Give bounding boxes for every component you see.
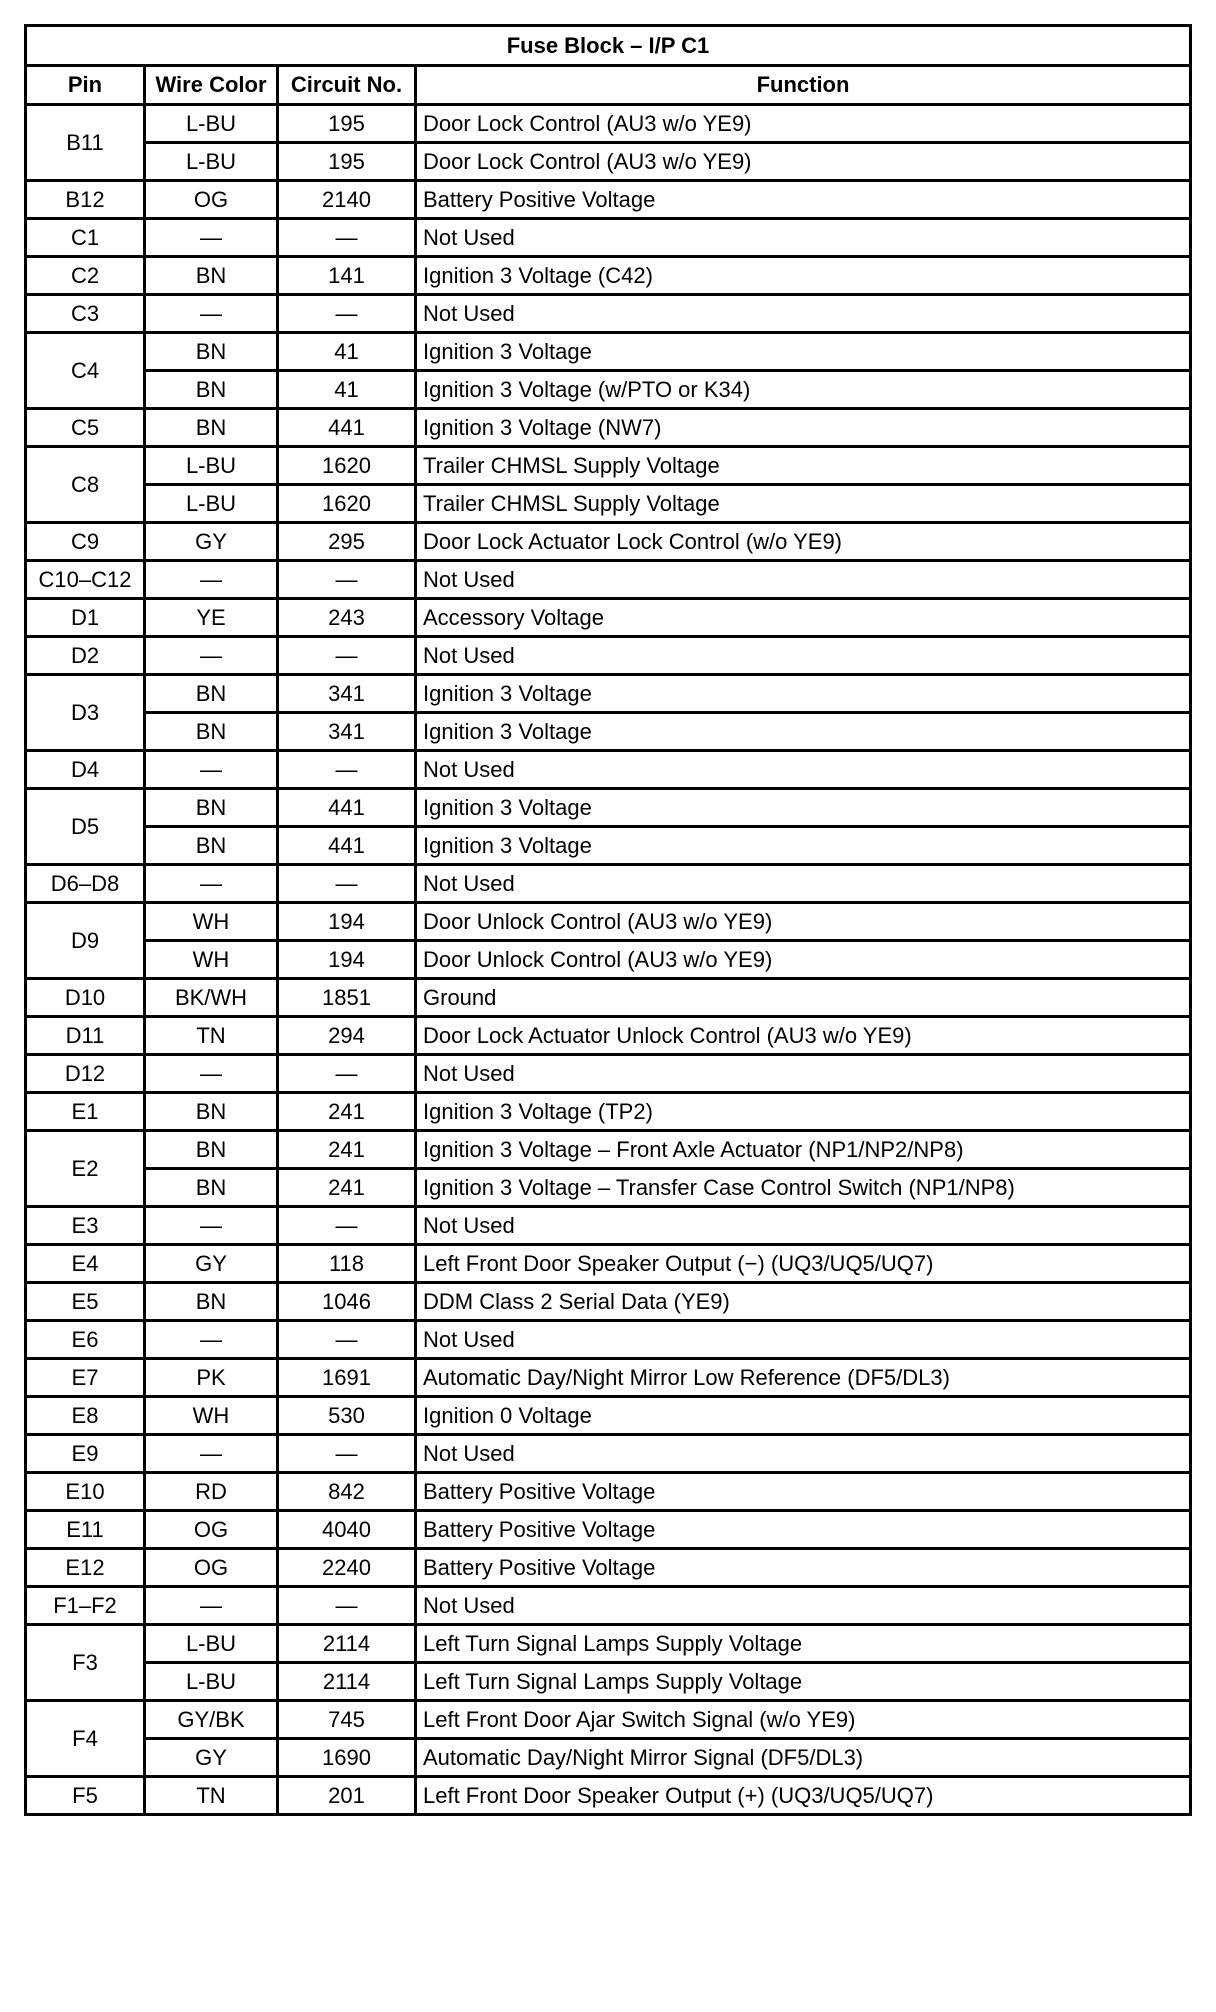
circuit-number-cell: 41 — [278, 371, 416, 409]
function-cell: Left Turn Signal Lamps Supply Voltage — [416, 1663, 1191, 1701]
circuit-number-cell: 141 — [278, 257, 416, 295]
table-row — [26, 1093, 1191, 1131]
table-row — [26, 789, 1191, 827]
table-row — [26, 637, 1191, 675]
wire-color-cell: BN — [145, 1169, 278, 1207]
pin-cell: F3 — [26, 1625, 145, 1701]
pin-cell: E1 — [26, 1093, 145, 1131]
wire-color-cell: BN — [145, 675, 278, 713]
pin-cell: D5 — [26, 789, 145, 865]
pin-cell: C10–C12 — [26, 561, 145, 599]
wire-color-cell: — — [145, 1055, 278, 1093]
circuit-number-cell: — — [278, 295, 416, 333]
pin-cell: E12 — [26, 1549, 145, 1587]
circuit-number-cell: — — [278, 751, 416, 789]
wire-color-cell: BN — [145, 1283, 278, 1321]
wire-color-cell: — — [145, 1207, 278, 1245]
function-cell: Ignition 3 Voltage (TP2) — [416, 1093, 1191, 1131]
wire-color-cell: — — [145, 561, 278, 599]
wire-color-cell: BN — [145, 713, 278, 751]
pin-cell: C1 — [26, 219, 145, 257]
function-cell: Ignition 3 Voltage (NW7) — [416, 409, 1191, 447]
circuit-number-cell: 2240 — [278, 1549, 416, 1587]
function-cell: Ignition 3 Voltage — [416, 713, 1191, 751]
function-cell: Not Used — [416, 1435, 1191, 1473]
pinout-table — [24, 24, 1192, 1816]
function-cell: Not Used — [416, 219, 1191, 257]
wire-color-cell: — — [145, 637, 278, 675]
pin-cell: C9 — [26, 523, 145, 561]
table-row — [26, 1207, 1191, 1245]
circuit-number-cell: — — [278, 1055, 416, 1093]
table-row — [26, 1245, 1191, 1283]
table-row — [26, 1663, 1191, 1701]
function-cell: Ignition 3 Voltage – Transfer Case Control Switch (NP1/NP8) — [416, 1169, 1191, 1207]
circuit-number-cell: 194 — [278, 903, 416, 941]
pin-cell: F4 — [26, 1701, 145, 1777]
wire-color-cell: L-BU — [145, 447, 278, 485]
table-row — [26, 1397, 1191, 1435]
table-row — [26, 523, 1191, 561]
pin-cell: C3 — [26, 295, 145, 333]
function-cell: Not Used — [416, 751, 1191, 789]
function-cell: Not Used — [416, 1207, 1191, 1245]
circuit-number-cell: 441 — [278, 789, 416, 827]
wire-color-cell: L-BU — [145, 1663, 278, 1701]
table-row — [26, 1739, 1191, 1777]
circuit-number-cell: 842 — [278, 1473, 416, 1511]
table-row — [26, 1169, 1191, 1207]
circuit-number-cell: 201 — [278, 1777, 416, 1815]
table-row — [26, 371, 1191, 409]
pin-cell: B12 — [26, 181, 145, 219]
wire-color-cell: BN — [145, 827, 278, 865]
function-cell: Door Lock Actuator Unlock Control (AU3 w/o YE9) — [416, 1017, 1191, 1055]
circuit-number-cell: — — [278, 1321, 416, 1359]
table-row — [26, 333, 1191, 371]
function-cell: Automatic Day/Night Mirror Low Reference (DF5/DL3) — [416, 1359, 1191, 1397]
table-title: Fuse Block – I/P C1 — [26, 26, 1191, 66]
circuit-number-cell: 241 — [278, 1131, 416, 1169]
table-row — [26, 1131, 1191, 1169]
pin-cell: B11 — [26, 105, 145, 181]
table-row — [26, 751, 1191, 789]
wire-color-cell: — — [145, 219, 278, 257]
pin-cell: E10 — [26, 1473, 145, 1511]
circuit-number-cell: 241 — [278, 1093, 416, 1131]
table-row — [26, 1777, 1191, 1815]
table-row — [26, 1017, 1191, 1055]
function-cell: Not Used — [416, 637, 1191, 675]
function-cell: Trailer CHMSL Supply Voltage — [416, 485, 1191, 523]
function-cell: Battery Positive Voltage — [416, 1511, 1191, 1549]
table-row — [26, 409, 1191, 447]
table-row — [26, 447, 1191, 485]
circuit-number-cell: 195 — [278, 105, 416, 143]
circuit-number-cell: 243 — [278, 599, 416, 637]
wire-color-cell: BN — [145, 789, 278, 827]
pin-cell: D12 — [26, 1055, 145, 1093]
circuit-number-cell: 441 — [278, 409, 416, 447]
pin-cell: D9 — [26, 903, 145, 979]
wire-color-cell: — — [145, 1587, 278, 1625]
pin-cell: F1–F2 — [26, 1587, 145, 1625]
function-cell: Not Used — [416, 1587, 1191, 1625]
circuit-number-cell: — — [278, 561, 416, 599]
function-cell: Left Front Door Speaker Output (+) (UQ3/UQ5/UQ7) — [416, 1777, 1191, 1815]
function-cell: Door Lock Control (AU3 w/o YE9) — [416, 105, 1191, 143]
table-row — [26, 105, 1191, 143]
circuit-number-cell: — — [278, 1207, 416, 1245]
wire-color-cell: BN — [145, 1131, 278, 1169]
function-cell: Accessory Voltage — [416, 599, 1191, 637]
pin-cell: E6 — [26, 1321, 145, 1359]
wire-color-cell: GY — [145, 1245, 278, 1283]
circuit-number-cell: 1046 — [278, 1283, 416, 1321]
pin-cell: D4 — [26, 751, 145, 789]
pin-cell: E8 — [26, 1397, 145, 1435]
table-row — [26, 1511, 1191, 1549]
table-row — [26, 257, 1191, 295]
wire-color-cell: L-BU — [145, 485, 278, 523]
function-cell: Ignition 3 Voltage (C42) — [416, 257, 1191, 295]
table-row — [26, 219, 1191, 257]
table-header — [26, 26, 1191, 105]
pin-cell: E5 — [26, 1283, 145, 1321]
circuit-number-cell: 294 — [278, 1017, 416, 1055]
table-row — [26, 675, 1191, 713]
pin-cell: E7 — [26, 1359, 145, 1397]
table-row — [26, 903, 1191, 941]
circuit-number-cell: 2114 — [278, 1663, 416, 1701]
circuit-number-cell: — — [278, 637, 416, 675]
table-body — [26, 105, 1191, 1815]
wire-color-cell: WH — [145, 941, 278, 979]
table-row — [26, 1625, 1191, 1663]
pin-cell: E2 — [26, 1131, 145, 1207]
function-cell: Automatic Day/Night Mirror Signal (DF5/DL3) — [416, 1739, 1191, 1777]
table-row — [26, 1055, 1191, 1093]
circuit-number-cell: 1851 — [278, 979, 416, 1017]
circuit-number-cell: 194 — [278, 941, 416, 979]
wire-color-cell: GY/BK — [145, 1701, 278, 1739]
table-row — [26, 561, 1191, 599]
wire-color-cell: — — [145, 1435, 278, 1473]
table-row — [26, 143, 1191, 181]
table-row — [26, 713, 1191, 751]
wire-color-cell: BK/WH — [145, 979, 278, 1017]
column-header-circuit-no: Circuit No. — [278, 66, 416, 105]
pin-cell: C2 — [26, 257, 145, 295]
pin-cell: C4 — [26, 333, 145, 409]
table-row — [26, 865, 1191, 903]
circuit-number-cell: 341 — [278, 675, 416, 713]
wire-color-cell: BN — [145, 1093, 278, 1131]
wire-color-cell: RD — [145, 1473, 278, 1511]
function-cell: Battery Positive Voltage — [416, 1549, 1191, 1587]
wire-color-cell: TN — [145, 1017, 278, 1055]
column-header-function: Function — [416, 66, 1191, 105]
function-cell: Ignition 3 Voltage — [416, 789, 1191, 827]
function-cell: Not Used — [416, 1321, 1191, 1359]
function-cell: DDM Class 2 Serial Data (YE9) — [416, 1283, 1191, 1321]
function-cell: Left Turn Signal Lamps Supply Voltage — [416, 1625, 1191, 1663]
wire-color-cell: YE — [145, 599, 278, 637]
wire-color-cell: OG — [145, 1549, 278, 1587]
wire-color-cell: TN — [145, 1777, 278, 1815]
function-cell: Door Lock Actuator Lock Control (w/o YE9) — [416, 523, 1191, 561]
function-cell: Not Used — [416, 561, 1191, 599]
column-header-pin: Pin — [26, 66, 145, 105]
circuit-number-cell: — — [278, 1435, 416, 1473]
pin-cell: E4 — [26, 1245, 145, 1283]
table-row — [26, 1359, 1191, 1397]
table-row — [26, 1321, 1191, 1359]
column-header-wire-color: Wire Color — [145, 66, 278, 105]
function-cell: Not Used — [416, 865, 1191, 903]
circuit-number-cell: 1620 — [278, 485, 416, 523]
wire-color-cell: — — [145, 865, 278, 903]
wire-color-cell: GY — [145, 523, 278, 561]
circuit-number-cell: — — [278, 865, 416, 903]
function-cell: Left Front Door Speaker Output (−) (UQ3/UQ5/UQ7) — [416, 1245, 1191, 1283]
wire-color-cell: WH — [145, 903, 278, 941]
table-row — [26, 1473, 1191, 1511]
function-cell: Left Front Door Ajar Switch Signal (w/o YE9) — [416, 1701, 1191, 1739]
table-row — [26, 1587, 1191, 1625]
wire-color-cell: OG — [145, 181, 278, 219]
pin-cell: E3 — [26, 1207, 145, 1245]
circuit-number-cell: 2114 — [278, 1625, 416, 1663]
function-cell: Trailer CHMSL Supply Voltage — [416, 447, 1191, 485]
circuit-number-cell: 195 — [278, 143, 416, 181]
function-cell: Ignition 3 Voltage — [416, 675, 1191, 713]
wire-color-cell: OG — [145, 1511, 278, 1549]
function-cell: Door Unlock Control (AU3 w/o YE9) — [416, 903, 1191, 941]
pin-cell: D2 — [26, 637, 145, 675]
wire-color-cell: WH — [145, 1397, 278, 1435]
circuit-number-cell: 2140 — [278, 181, 416, 219]
table-row — [26, 1549, 1191, 1587]
function-cell: Not Used — [416, 295, 1191, 333]
pin-cell: D10 — [26, 979, 145, 1017]
wire-color-cell: L-BU — [145, 1625, 278, 1663]
pin-cell: D1 — [26, 599, 145, 637]
table-row — [26, 181, 1191, 219]
wire-color-cell: BN — [145, 257, 278, 295]
function-cell: Door Unlock Control (AU3 w/o YE9) — [416, 941, 1191, 979]
pin-cell: D3 — [26, 675, 145, 751]
table-row — [26, 485, 1191, 523]
wire-color-cell: — — [145, 1321, 278, 1359]
function-cell: Ignition 3 Voltage – Front Axle Actuator (NP1/NP2/NP8) — [416, 1131, 1191, 1169]
table-row — [26, 979, 1191, 1017]
function-cell: Battery Positive Voltage — [416, 181, 1191, 219]
circuit-number-cell: 341 — [278, 713, 416, 751]
circuit-number-cell: 4040 — [278, 1511, 416, 1549]
function-cell: Not Used — [416, 1055, 1191, 1093]
circuit-number-cell: 295 — [278, 523, 416, 561]
wire-color-cell: BN — [145, 371, 278, 409]
circuit-number-cell: 1691 — [278, 1359, 416, 1397]
circuit-number-cell: 1690 — [278, 1739, 416, 1777]
circuit-number-cell: 441 — [278, 827, 416, 865]
circuit-number-cell: 118 — [278, 1245, 416, 1283]
circuit-number-cell: 745 — [278, 1701, 416, 1739]
wire-color-cell: BN — [145, 409, 278, 447]
wire-color-cell: L-BU — [145, 105, 278, 143]
function-cell: Ignition 3 Voltage (w/PTO or K34) — [416, 371, 1191, 409]
pin-cell: E9 — [26, 1435, 145, 1473]
table-row — [26, 827, 1191, 865]
table-row — [26, 1283, 1191, 1321]
pin-cell: D11 — [26, 1017, 145, 1055]
pin-cell: F5 — [26, 1777, 145, 1815]
function-cell: Battery Positive Voltage — [416, 1473, 1191, 1511]
wire-color-cell: — — [145, 295, 278, 333]
circuit-number-cell: 41 — [278, 333, 416, 371]
wire-color-cell: — — [145, 751, 278, 789]
function-cell: Door Lock Control (AU3 w/o YE9) — [416, 143, 1191, 181]
table-row — [26, 1435, 1191, 1473]
circuit-number-cell: — — [278, 219, 416, 257]
pin-cell: D6–D8 — [26, 865, 145, 903]
circuit-number-cell: 241 — [278, 1169, 416, 1207]
table-row — [26, 295, 1191, 333]
wire-color-cell: L-BU — [145, 143, 278, 181]
pin-cell: C5 — [26, 409, 145, 447]
wire-color-cell: GY — [145, 1739, 278, 1777]
wire-color-cell: PK — [145, 1359, 278, 1397]
function-cell: Ignition 0 Voltage — [416, 1397, 1191, 1435]
table-row — [26, 941, 1191, 979]
circuit-number-cell: 530 — [278, 1397, 416, 1435]
pin-cell: E11 — [26, 1511, 145, 1549]
circuit-number-cell: — — [278, 1587, 416, 1625]
function-cell: Ignition 3 Voltage — [416, 333, 1191, 371]
table-row — [26, 1701, 1191, 1739]
function-cell: Ignition 3 Voltage — [416, 827, 1191, 865]
pin-cell: C8 — [26, 447, 145, 523]
circuit-number-cell: 1620 — [278, 447, 416, 485]
table-row — [26, 599, 1191, 637]
function-cell: Ground — [416, 979, 1191, 1017]
wire-color-cell: BN — [145, 333, 278, 371]
